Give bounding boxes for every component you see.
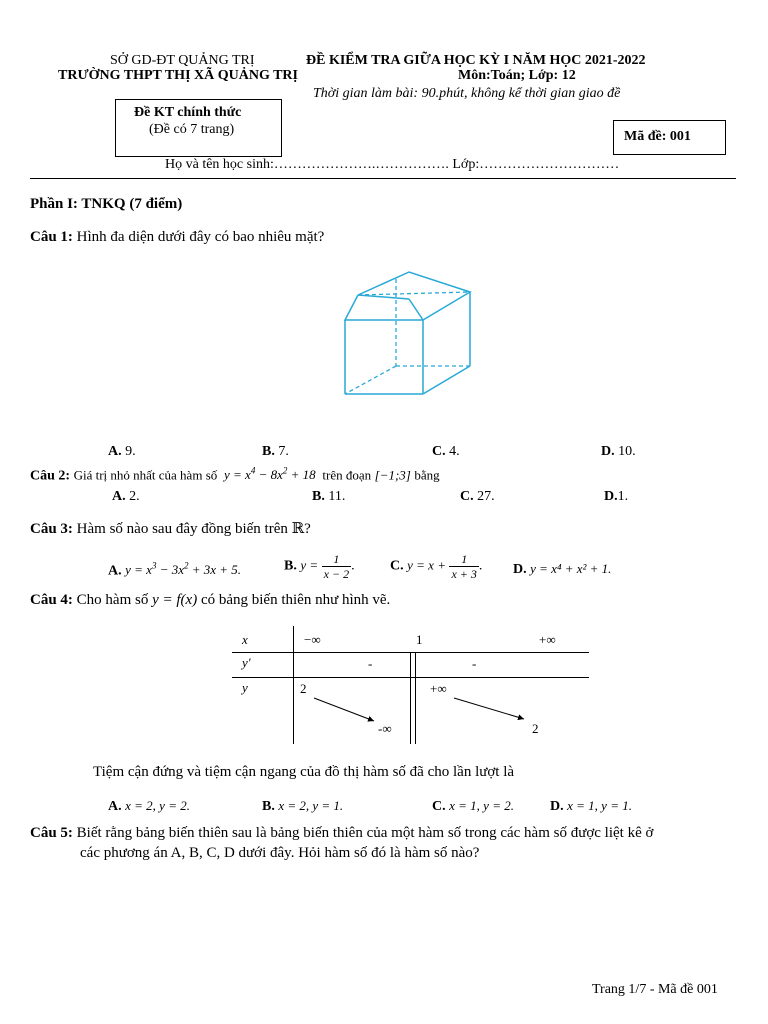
table-x-one: 1: [416, 632, 423, 647]
q3-option-b[interactable]: B. y = $\frac{1}{x - 2}$ .: [284, 552, 355, 581]
q2-option-a[interactable]: A. 2.: [112, 489, 140, 504]
q2-option-b[interactable]: B. 11.: [312, 489, 346, 504]
school-name: TRƯỜNG THPT THỊ XÃ QUẢNG TRỊ: [58, 68, 298, 83]
q4-option-d[interactable]: D. x = 1, y = 1.: [550, 798, 632, 814]
table-arrows: [232, 626, 592, 744]
q2-option-c[interactable]: C. 27.: [460, 489, 495, 504]
table-y-pos-inf: +∞: [430, 681, 447, 696]
table-y-end: 2: [532, 721, 539, 736]
pages-note: (Đề có 7 trang): [149, 122, 235, 137]
q4-option-c[interactable]: C. x = 1, y = 2.: [432, 798, 514, 814]
q3-option-a[interactable]: A. $y = x^3 - 3x^2 + 3x + 5$.: [108, 561, 242, 579]
q3-stem: Câu 3: Hàm số nào sau đây đồng biến trên ℝ?: [30, 521, 311, 537]
q1-stem: [30, 229, 324, 246]
table-yp-label: y': [242, 655, 251, 670]
q5-line1: Câu 5: Biết rằng bảng biến thiên sau là bảng biến thiên của một hàm số trong các hàm số được liệt kê ở: [30, 825, 654, 841]
q2-stem: Câu 2: Giá trị nhỏ nhất của hàm số $y = x^4 - 8x^2 + 18$ trên đoạn [−1;3] bằng: [30, 466, 440, 484]
table-y-label: y: [242, 680, 248, 695]
official-box: [115, 99, 282, 157]
student-line: Họ và tên học sinh:………………….……………. Lớp:…………………………: [165, 157, 620, 172]
q4-label: Câu 4:: [30, 592, 73, 608]
q1-option-d[interactable]: D. 10.: [601, 444, 636, 459]
q3-label: Câu 3:: [30, 521, 73, 537]
q4-stem: Câu 4: Cho hàm số y = f(x) có bảng biến thiên như hình vẽ.: [30, 592, 391, 608]
table-y-start: 2: [300, 681, 307, 696]
q3-option-c[interactable]: C. y = x + $\frac{1}{x + 3}$ .: [390, 552, 483, 581]
q5-label: Câu 5:: [30, 825, 73, 841]
q1-option-b[interactable]: B. 7.: [262, 444, 289, 459]
q2-option-d[interactable]: D.1.: [604, 489, 629, 504]
q2-label: Câu 2:: [30, 468, 71, 484]
q3-option-d[interactable]: D. y = x⁴ + x² + 1.: [513, 561, 612, 577]
variation-table: [232, 626, 592, 744]
exam-title: ĐỀ KIỂM TRA GIỮA HỌC KỲ I NĂM HỌC 2021-2022: [306, 53, 646, 68]
polyhedron-figure: [330, 262, 490, 402]
q1-label: Câu 1:: [30, 229, 73, 245]
table-x-neg-inf: −∞: [304, 632, 321, 647]
table-y-neg-inf: -∞: [378, 721, 392, 736]
header-divider: [30, 178, 736, 179]
official-label: Đề KT chính thức: [134, 105, 242, 120]
table-yp-sign-right: -: [472, 656, 477, 671]
q4-option-a[interactable]: A. x = 2, y = 2.: [108, 798, 190, 814]
q1-option-c[interactable]: C. 4.: [432, 444, 460, 459]
part1-title: Phần I: TNKQ (7 điểm): [30, 196, 183, 212]
table-x-label: x: [242, 632, 248, 647]
time-note: Thời gian làm bài: 90.phút, không kể thời gian giao đề: [313, 86, 621, 101]
exam-code: Mã đề: 001: [624, 129, 691, 144]
q4-option-b[interactable]: B. x = 2, y = 1.: [262, 798, 344, 814]
subject: Môn:Toán; Lớp: 12: [458, 68, 576, 83]
department: SỞ GD-ĐT QUẢNG TRỊ: [110, 53, 255, 68]
q4-question: Tiệm cận đứng và tiệm cận ngang của đồ thị hàm số đã cho lần lượt là: [93, 764, 515, 780]
table-yp-sign-left: -: [368, 656, 373, 671]
code-box: [613, 120, 726, 155]
q5-line2: các phương án A, B, C, D dưới đây. Hỏi hàm số đó là hàm số nào?: [80, 845, 480, 861]
q1-text: Hình đa diện dưới đây có bao nhiêu mặt?: [76, 229, 325, 245]
q1-option-a[interactable]: A. 9.: [108, 444, 136, 459]
table-x-pos-inf: +∞: [539, 632, 556, 647]
page-footer: Trang 1/7 - Mã đề 001: [592, 982, 718, 997]
